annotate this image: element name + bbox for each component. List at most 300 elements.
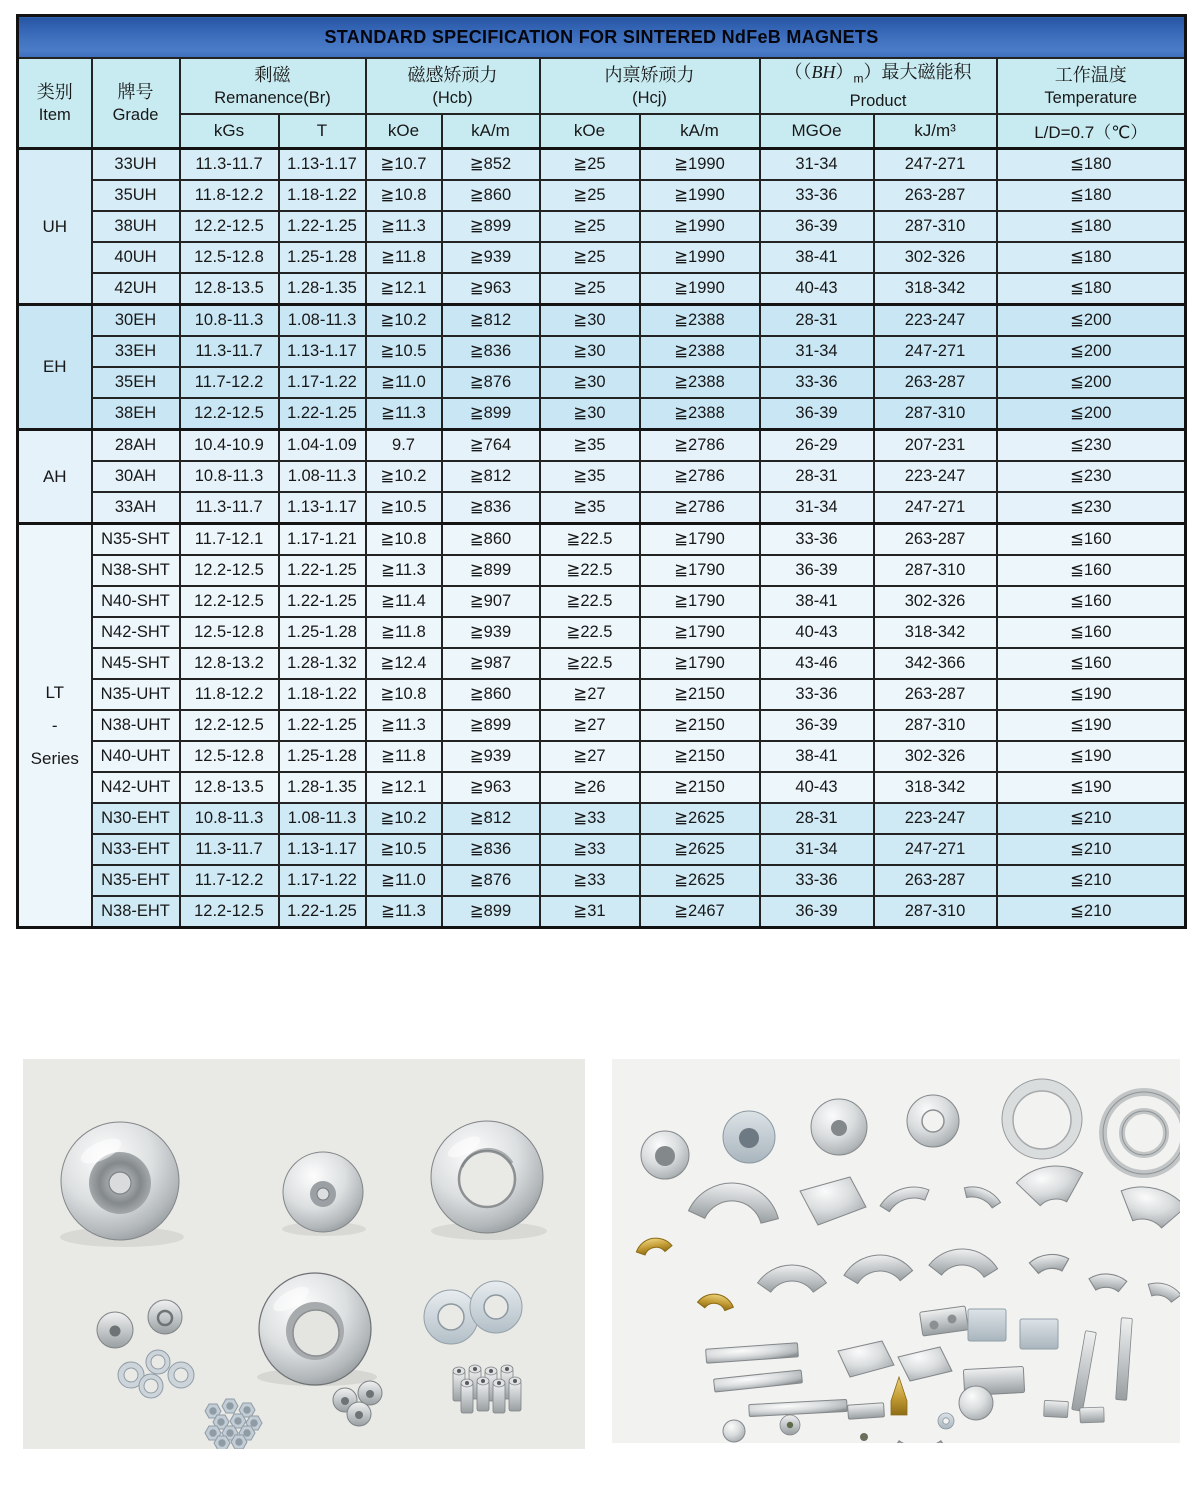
value-cell: ≧10.2: [366, 803, 442, 834]
value-cell: ≧26: [540, 772, 640, 803]
value-cell: ≧963: [442, 772, 540, 803]
value-cell: 263-287: [874, 523, 997, 555]
grade-cell: N42-UHT: [92, 772, 180, 803]
grade-cell: 28AH: [92, 429, 180, 461]
value-cell: 40-43: [760, 273, 874, 305]
group-label-lt: LT - Series: [18, 523, 92, 927]
value-cell: 36-39: [760, 710, 874, 741]
value-cell: 10.4-10.9: [180, 429, 279, 461]
value-cell: ≧25: [540, 242, 640, 273]
table-row: [18, 148, 1186, 180]
grade-cell: N40-SHT: [92, 586, 180, 617]
value-cell: 36-39: [760, 398, 874, 430]
table-row: [18, 304, 1186, 336]
col-header-grade: [92, 58, 180, 148]
value-cell: ≧2625: [640, 834, 760, 865]
table-row: [18, 336, 1186, 367]
value-cell: 31-34: [760, 492, 874, 524]
product-photos: [23, 1059, 1200, 1449]
value-cell: 318-342: [874, 617, 997, 648]
value-cell: ≧10.8: [366, 180, 442, 211]
value-cell: 12.5-12.8: [180, 242, 279, 273]
value-cell: ≦190: [997, 710, 1186, 741]
group-label-eh: EH: [18, 304, 92, 429]
col-header-hcb: 磁感矫顽力 (Hcb): [366, 58, 540, 114]
value-cell: ≧30: [540, 367, 640, 398]
value-cell: 1.08-11.3: [279, 461, 366, 492]
value-cell: 1.22-1.25: [279, 555, 366, 586]
value-cell: 247-271: [874, 492, 997, 524]
grade-cell: N35-UHT: [92, 679, 180, 710]
value-cell: ≧860: [442, 523, 540, 555]
item-label-cn: 类别: [36, 81, 73, 102]
unit-t: T: [279, 114, 366, 148]
grade-cell: N38-EHT: [92, 896, 180, 928]
value-cell: ≧30: [540, 336, 640, 367]
value-cell: 1.22-1.25: [279, 896, 366, 928]
value-cell: ≧836: [442, 336, 540, 367]
value-cell: 28-31: [760, 304, 874, 336]
value-cell: ≦160: [997, 523, 1186, 555]
value-cell: 10.8-11.3: [180, 304, 279, 336]
value-cell: 1.18-1.22: [279, 679, 366, 710]
value-cell: 263-287: [874, 367, 997, 398]
value-cell: 247-271: [874, 336, 997, 367]
value-cell: ≦160: [997, 648, 1186, 679]
value-cell: ≦210: [997, 865, 1186, 896]
value-cell: 10.8-11.3: [180, 461, 279, 492]
table-row: [18, 834, 1186, 865]
table-row: [18, 273, 1186, 305]
value-cell: 33-36: [760, 523, 874, 555]
value-cell: 40-43: [760, 772, 874, 803]
value-cell: ≧2388: [640, 336, 760, 367]
unit-ld-temp: L/D=0.7（℃）: [997, 114, 1186, 148]
ring-cylinder-magnet: [641, 1131, 689, 1179]
value-cell: 1.25-1.28: [279, 242, 366, 273]
value-cell: 36-39: [760, 555, 874, 586]
table-row: [18, 398, 1186, 430]
value-cell: 1.25-1.28: [279, 741, 366, 772]
value-cell: ≧899: [442, 398, 540, 430]
value-cell: ≧899: [442, 211, 540, 242]
value-cell: ≧11.4: [366, 586, 442, 617]
value-cell: ≧11.8: [366, 242, 442, 273]
value-cell: 11.7-12.1: [180, 523, 279, 555]
value-cell: ≦200: [997, 367, 1186, 398]
table-row: [18, 461, 1186, 492]
value-cell: 1.04-1.09: [279, 429, 366, 461]
value-cell: ≦180: [997, 148, 1186, 180]
value-cell: ≧11.0: [366, 367, 442, 398]
grade-label-en: Grade: [112, 105, 159, 124]
value-cell: ≦200: [997, 398, 1186, 430]
value-cell: 287-310: [874, 710, 997, 741]
value-cell: ≧2150: [640, 772, 760, 803]
value-cell: 302-326: [874, 586, 997, 617]
value-cell: 12.2-12.5: [180, 586, 279, 617]
value-cell: ≦200: [997, 336, 1186, 367]
item-label-en: Item: [38, 105, 71, 124]
value-cell: ≧860: [442, 679, 540, 710]
value-cell: 26-29: [760, 429, 874, 461]
table-row: [18, 367, 1186, 398]
value-cell: ≧31: [540, 896, 640, 928]
value-cell: 223-247: [874, 461, 997, 492]
value-cell: 287-310: [874, 896, 997, 928]
grade-cell: 35UH: [92, 180, 180, 211]
value-cell: ≧10.5: [366, 336, 442, 367]
table-row: [18, 429, 1186, 461]
value-cell: ≧10.2: [366, 304, 442, 336]
value-cell: ≧25: [540, 180, 640, 211]
value-cell: ≦180: [997, 273, 1186, 305]
col-header-remanence: 剩磁 Remanence(Br): [180, 58, 366, 114]
value-cell: ≧1790: [640, 648, 760, 679]
spec-table: [16, 14, 1187, 929]
value-cell: ≦190: [997, 741, 1186, 772]
value-cell: ≧764: [442, 429, 540, 461]
value-cell: 1.13-1.17: [279, 492, 366, 524]
value-cell: 28-31: [760, 803, 874, 834]
value-cell: 38-41: [760, 586, 874, 617]
value-cell: 1.13-1.17: [279, 148, 366, 180]
unit-hcb-koe: kOe: [366, 114, 442, 148]
value-cell: 1.13-1.17: [279, 834, 366, 865]
value-cell: ≧12.1: [366, 273, 442, 305]
value-cell: ≧22.5: [540, 586, 640, 617]
table-row: [18, 492, 1186, 524]
value-cell: 263-287: [874, 180, 997, 211]
value-cell: ≧2467: [640, 896, 760, 928]
value-cell: ≧33: [540, 865, 640, 896]
value-cell: 31-34: [760, 148, 874, 180]
value-cell: ≧33: [540, 803, 640, 834]
bh-max-energy-label: $((BH)_m)$最大磁能积: [784, 61, 972, 86]
table-row: [18, 772, 1186, 803]
value-cell: 11.7-12.2: [180, 865, 279, 896]
unit-hcj-kam: kA/m: [640, 114, 760, 148]
value-cell: ≧22.5: [540, 555, 640, 586]
grade-cell: N42-SHT: [92, 617, 180, 648]
value-cell: ≧35: [540, 429, 640, 461]
value-cell: 12.2-12.5: [180, 398, 279, 430]
table-row: [18, 617, 1186, 648]
photo-round-magnets: [23, 1059, 585, 1449]
value-cell: 1.17-1.22: [279, 367, 366, 398]
value-cell: ≦180: [997, 242, 1186, 273]
value-cell: ≧12.1: [366, 772, 442, 803]
value-cell: 11.3-11.7: [180, 834, 279, 865]
table-row: [18, 523, 1186, 555]
value-cell: 1.22-1.25: [279, 710, 366, 741]
value-cell: ≦180: [997, 180, 1186, 211]
value-cell: 31-34: [760, 336, 874, 367]
value-cell: ≧2388: [640, 398, 760, 430]
value-cell: 40-43: [760, 617, 874, 648]
value-cell: 11.7-12.2: [180, 367, 279, 398]
value-cell: ≧2388: [640, 367, 760, 398]
value-cell: ≦230: [997, 429, 1186, 461]
value-cell: 287-310: [874, 398, 997, 430]
value-cell: ≧836: [442, 492, 540, 524]
grade-cell: N30-EHT: [92, 803, 180, 834]
value-cell: ≧22.5: [540, 648, 640, 679]
grade-cell: 33EH: [92, 336, 180, 367]
value-cell: 318-342: [874, 772, 997, 803]
value-cell: ≧12.4: [366, 648, 442, 679]
value-cell: ≧876: [442, 865, 540, 896]
grade-label-cn: 牌号: [117, 81, 154, 102]
value-cell: ≧907: [442, 586, 540, 617]
value-cell: ≧1990: [640, 211, 760, 242]
value-cell: ≧10.5: [366, 492, 442, 524]
table-row: [18, 242, 1186, 273]
col-header-bh-product: $((BH)_m)$最大磁能积 Product: [760, 58, 997, 114]
col-header-temperature: 工作温度 Temperature: [997, 58, 1186, 114]
value-cell: ≧10.2: [366, 461, 442, 492]
value-cell: ≦230: [997, 492, 1186, 524]
value-cell: 223-247: [874, 803, 997, 834]
value-cell: 1.18-1.22: [279, 180, 366, 211]
value-cell: ≧987: [442, 648, 540, 679]
tiny-pot-magnet: [780, 1415, 800, 1435]
value-cell: ≦190: [997, 679, 1186, 710]
value-cell: ≧2625: [640, 803, 760, 834]
value-cell: 12.8-13.5: [180, 772, 279, 803]
grade-cell: 38UH: [92, 211, 180, 242]
grade-cell: N35-EHT: [92, 865, 180, 896]
grade-cell: 40UH: [92, 242, 180, 273]
value-cell: ≧10.8: [366, 679, 442, 710]
value-cell: 12.2-12.5: [180, 710, 279, 741]
value-cell: 31-34: [760, 834, 874, 865]
value-cell: 318-342: [874, 273, 997, 305]
table-row: [18, 211, 1186, 242]
value-cell: ≧963: [442, 273, 540, 305]
grade-cell: 33AH: [92, 492, 180, 524]
value-cell: ≧812: [442, 304, 540, 336]
group-label-uh: UH: [18, 148, 92, 304]
value-cell: 33-36: [760, 679, 874, 710]
value-cell: ≧860: [442, 180, 540, 211]
value-cell: 9.7: [366, 429, 442, 461]
value-cell: ≧939: [442, 242, 540, 273]
value-cell: ≦210: [997, 803, 1186, 834]
unit-kjm3: kJ/m³: [874, 114, 997, 148]
value-cell: ≧939: [442, 741, 540, 772]
grade-cell: 30AH: [92, 461, 180, 492]
grade-cell: N40-UHT: [92, 741, 180, 772]
value-cell: 11.8-12.2: [180, 679, 279, 710]
grade-cell: N33-EHT: [92, 834, 180, 865]
value-cell: ≧30: [540, 304, 640, 336]
value-cell: 1.28-1.35: [279, 772, 366, 803]
value-cell: 12.5-12.8: [180, 741, 279, 772]
value-cell: ≧10.8: [366, 523, 442, 555]
value-cell: ≧35: [540, 461, 640, 492]
value-cell: ≧1790: [640, 617, 760, 648]
value-cell: ≦160: [997, 586, 1186, 617]
value-cell: 33-36: [760, 865, 874, 896]
value-cell: 1.08-11.3: [279, 304, 366, 336]
value-cell: 1.25-1.28: [279, 617, 366, 648]
value-cell: ≧10.5: [366, 834, 442, 865]
value-cell: ≧2388: [640, 304, 760, 336]
value-cell: ≧30: [540, 398, 640, 430]
value-cell: 11.8-12.2: [180, 180, 279, 211]
value-cell: ≧11.3: [366, 555, 442, 586]
value-cell: 1.17-1.22: [279, 865, 366, 896]
value-cell: ≧899: [442, 555, 540, 586]
value-cell: 33-36: [760, 180, 874, 211]
value-cell: 1.17-1.21: [279, 523, 366, 555]
value-cell: 1.22-1.25: [279, 398, 366, 430]
value-cell: 36-39: [760, 896, 874, 928]
round-magnets-illustration: [23, 1059, 585, 1449]
value-cell: ≧22.5: [540, 617, 640, 648]
small-bar-magnet: [848, 1402, 885, 1418]
value-cell: ≦180: [997, 211, 1186, 242]
value-cell: 1.28-1.35: [279, 273, 366, 305]
value-cell: 43-46: [760, 648, 874, 679]
value-cell: ≧33: [540, 834, 640, 865]
value-cell: ≧27: [540, 679, 640, 710]
value-cell: 12.2-12.5: [180, 896, 279, 928]
value-cell: ≧1790: [640, 586, 760, 617]
value-cell: 28-31: [760, 461, 874, 492]
value-cell: ≦230: [997, 461, 1186, 492]
value-cell: ≦210: [997, 834, 1186, 865]
value-cell: 11.3-11.7: [180, 492, 279, 524]
value-cell: ≧2786: [640, 429, 760, 461]
value-cell: ≧25: [540, 273, 640, 305]
photo-assorted-magnet-shapes: [612, 1059, 1180, 1449]
table-title: STANDARD SPECIFICATION FOR SINTERED NdFeB MAGNETS: [18, 16, 1186, 59]
value-cell: 1.22-1.25: [279, 586, 366, 617]
table-row: [18, 180, 1186, 211]
value-cell: ≧27: [540, 710, 640, 741]
value-cell: ≧2786: [640, 461, 760, 492]
value-cell: 12.2-12.5: [180, 211, 279, 242]
value-cell: 302-326: [874, 741, 997, 772]
table-row: [18, 865, 1186, 896]
value-cell: ≦160: [997, 617, 1186, 648]
value-cell: ≧27: [540, 741, 640, 772]
value-cell: ≧939: [442, 617, 540, 648]
cylinder-rod-bundle: [453, 1365, 521, 1413]
value-cell: 287-310: [874, 211, 997, 242]
zinc-cylinder-magnet: [723, 1111, 775, 1163]
col-header-item: [18, 58, 92, 148]
value-cell: ≧11.8: [366, 741, 442, 772]
table-row: [18, 710, 1186, 741]
tiny-washer-magnet: [938, 1413, 954, 1429]
table-row: [18, 896, 1186, 928]
value-cell: 36-39: [760, 211, 874, 242]
value-cell: 1.28-1.32: [279, 648, 366, 679]
col-header-hcj: 内禀矫顽力 (Hcj): [540, 58, 760, 114]
grade-cell: 33UH: [92, 148, 180, 180]
value-cell: ≧2150: [640, 741, 760, 772]
value-cell: ≧1990: [640, 242, 760, 273]
value-cell: 12.2-12.5: [180, 555, 279, 586]
value-cell: ≧22.5: [540, 523, 640, 555]
value-cell: ≧11.3: [366, 398, 442, 430]
value-cell: 1.22-1.25: [279, 211, 366, 242]
value-cell: ≧1990: [640, 148, 760, 180]
value-cell: ≧1990: [640, 180, 760, 211]
value-cell: ≧11.3: [366, 211, 442, 242]
value-cell: 11.3-11.7: [180, 336, 279, 367]
value-cell: 263-287: [874, 865, 997, 896]
table-row: [18, 648, 1186, 679]
grade-cell: N38-SHT: [92, 555, 180, 586]
value-cell: ≧852: [442, 148, 540, 180]
table-row: [18, 803, 1186, 834]
value-cell: ≧812: [442, 803, 540, 834]
value-cell: 247-271: [874, 834, 997, 865]
value-cell: ≧812: [442, 461, 540, 492]
value-cell: ≧899: [442, 710, 540, 741]
value-cell: ≧35: [540, 492, 640, 524]
value-cell: ≦190: [997, 772, 1186, 803]
value-cell: 342-366: [874, 648, 997, 679]
value-cell: 287-310: [874, 555, 997, 586]
value-cell: ≧1790: [640, 555, 760, 586]
value-cell: 33-36: [760, 367, 874, 398]
table-row: [18, 679, 1186, 710]
grade-cell: 35EH: [92, 367, 180, 398]
table-row: [18, 586, 1186, 617]
value-cell: ≧11.3: [366, 710, 442, 741]
unit-hcb-kam: kA/m: [442, 114, 540, 148]
value-cell: 263-287: [874, 679, 997, 710]
value-cell: ≧25: [540, 148, 640, 180]
value-cell: ≧2786: [640, 492, 760, 524]
washer-magnet: [907, 1095, 959, 1147]
value-cell: ≧11.3: [366, 896, 442, 928]
value-cell: 1.08-11.3: [279, 803, 366, 834]
large-thin-ring-magnet: [1002, 1079, 1082, 1159]
value-cell: ≧25: [540, 211, 640, 242]
value-cell: ≧836: [442, 834, 540, 865]
disc-magnet-with-hole: [811, 1099, 867, 1155]
value-cell: ≦160: [997, 555, 1186, 586]
value-cell: 247-271: [874, 148, 997, 180]
value-cell: 207-231: [874, 429, 997, 461]
value-cell: ≧2625: [640, 865, 760, 896]
value-cell: 12.5-12.8: [180, 617, 279, 648]
value-cell: 10.8-11.3: [180, 803, 279, 834]
table-row: [18, 741, 1186, 772]
value-cell: ≧1990: [640, 273, 760, 305]
value-cell: 38-41: [760, 741, 874, 772]
grade-cell: N35-SHT: [92, 523, 180, 555]
unit-kgs: kGs: [180, 114, 279, 148]
value-cell: 12.8-13.2: [180, 648, 279, 679]
grade-cell: N45-SHT: [92, 648, 180, 679]
tiny-dot-magnet: [860, 1433, 868, 1441]
grade-cell: 30EH: [92, 304, 180, 336]
value-cell: 302-326: [874, 242, 997, 273]
value-cell: 38-41: [760, 242, 874, 273]
grade-cell: 42UH: [92, 273, 180, 305]
value-cell: 223-247: [874, 304, 997, 336]
group-label-ah: AH: [18, 429, 92, 523]
spec-table-body: [18, 148, 1186, 927]
value-cell: 12.8-13.5: [180, 273, 279, 305]
